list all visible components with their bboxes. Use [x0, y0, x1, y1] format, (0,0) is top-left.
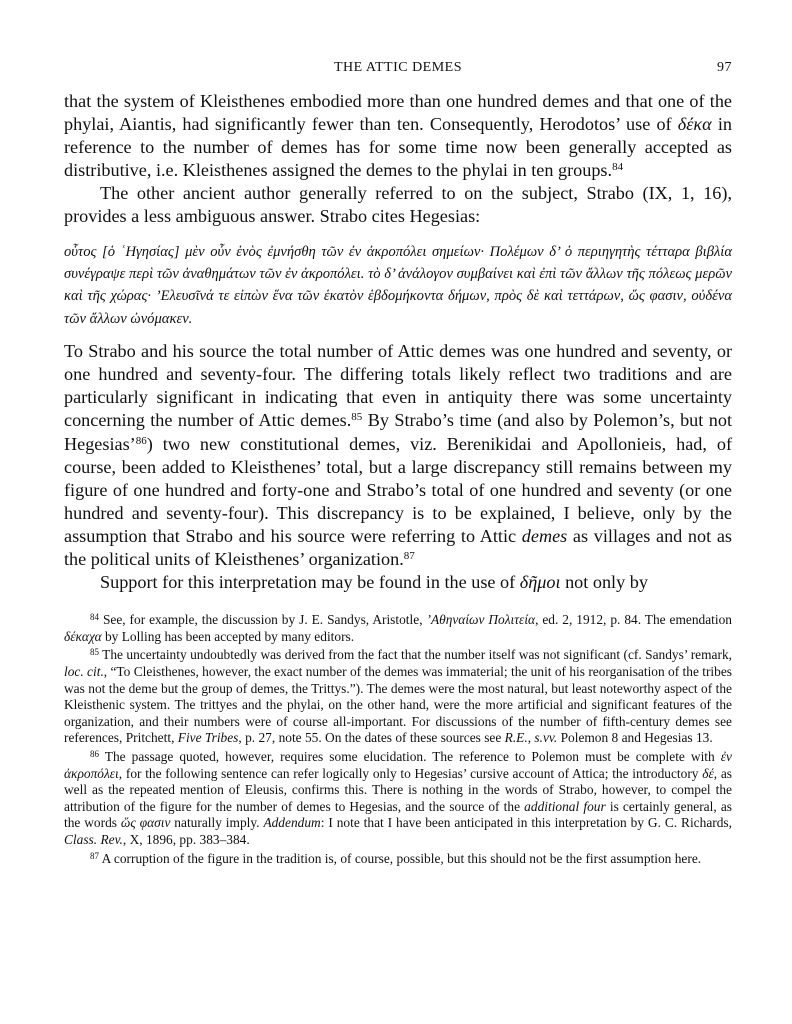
main-text [64, 90, 732, 594]
emphasis-demes: demes [521, 525, 568, 546]
footnote-ref-86: 86 [135, 434, 147, 447]
greek-term: δέκα [677, 114, 712, 135]
running-title: THE ATTIC DEMES [333, 60, 463, 75]
footnotes [64, 612, 732, 867]
running-header [64, 56, 732, 80]
greek-quotation: οὗτος [ὁ ʿΗγησίας] μὲν οὖν ἑνὸς ἐμνήσθη τῶν ἐν ἀκροπόλει σημείων· Πολέμων δ’ ὁ περιηγητὴς τέτταρα βιβλία συνέγραψε περὶ τῶν ἀναθημάτων τῶν ἐν ἀκροπόλει. τὸ δ’ ἀνάλογον συμβαίνει καὶ ἐπὶ τῶν ἄλλων τῆς πόλεως μερῶν καὶ τῆς χώρας· ’Ελευσῖνά τε εἰπὼν ἕνα τῶν ἑκατὸν ἑβδομήκοντα δήμων, πρὸς δὲ καὶ τεττάρων, ὥς φασιν, οὐδένα τῶν ἄλλων ὠνόμακεν. [64, 243, 732, 327]
greek-term: δῆμοι [519, 572, 561, 593]
footnote-ref-87: 87 [403, 550, 415, 563]
footnote-84: $^{84}$ See, for example, the discussion by J. E. Sandys, Aristotle, ’Αθηναίων Πολιτεία, ed. 2, 1912, p. 84. The emendation δέκαχα by Lolling has been accepted by many editors. [64, 612, 732, 644]
footnote-87: $^{87}$ A corruption of the figure in the tradition is, of course, possible, but this should not be the first assumption here. [90, 850, 702, 866]
paragraph-3: To Strabo and his source the total number of Attic demes was one hundred and seventy, or one hundred and seventy-four. The differing totals likely reflect two traditions and are particularly significant in indicating that even in antiquity there was some uncertainty concerning the number of Attic demes.$^{85}$ By Strabo’s time (and also by Polemon’s, but not Hegesias’$^{86}$) two new constitutional demes, viz. Berenikidai and Apollonieis, had, of course, been added to Kleisthenes’ total, but a large discrepancy still remains between my figure of one hundred and forty-one and Strabo’s total of one hundred and seventy (or one hundred and seventy-four). This discrepancy is to be explained, I believe, only by the assumption that Strabo and his source were referring to Attic demes as villages and not as the political units of Kleisthenes’ organization.$^{87}$ [64, 341, 733, 570]
paragraph-1: that the system of Kleisthenes embodied more than one hundred demes and that one of the phylai, Aiantis, had significantly fewer than ten. Consequently, Herodotos’ use of δέκα in reference to the number of demes has for some time now been generally accepted as distributive, i.e. Kleisthenes assigned the demes to the phylai in ten groups.$^{84}$ [64, 91, 732, 181]
page [64, 56, 732, 869]
paragraph-2: The other ancient author generally referred to on the subject, Strabo (IX, 1, 16), provides a less ambiguous answer. Strabo cites Hegesias: [64, 183, 732, 227]
footnote-ref-84: 84 [612, 161, 624, 174]
page-number: 97 [717, 60, 732, 75]
footnote-ref-85: 85 [351, 411, 363, 424]
footnote-86: $^{86}$ The passage quoted, however, requires some elucidation. The reference to Polemon must be complete with ἐν ἀκροπόλει, for the following sentence can refer logically only to Hegesias’ cursive account of Attica; the introductory δέ, as well as the repeated mention of Eleusis, confirms this. There is nothing in the words of Strabo, however, to compel the attribution of the figure for the number of demes to Hegesias, and the source of the additional four is certainly general, as the words ὥς φασιν naturally imply. Addendum: I note that I have been anticipated in this interpretation by G. C. Richards, Class. Rev., X, 1896, pp. 383–384. [64, 748, 732, 847]
paragraph-4: Support for this interpretation may be found in the use of δῆμοι not only by [100, 572, 648, 593]
footnote-85: $^{85}$ The uncertainty undoubtedly was derived from the fact that the number itself was not significant (cf. Sandys’ remark, loc. cit., “To Cleisthenes, however, the exact number of the demes was immaterial; the unit of his reorganisation of the tribes was not the deme but the group of demes, the Trittys.”). The demes were the most natural, but least noteworthy aspect of the Kleisthenic system. The trittyes and the phylai, on the other hand, were the more artificial and significant features of the organization, and their numbers were of course all-important. For discussions of the number of fifth-century demes see references, Pritchett, Five Tribes, p. 27, note 55. On the dates of these sources see R.E., s.vv. Polemon 8 and Hegesias 13. [64, 647, 732, 746]
